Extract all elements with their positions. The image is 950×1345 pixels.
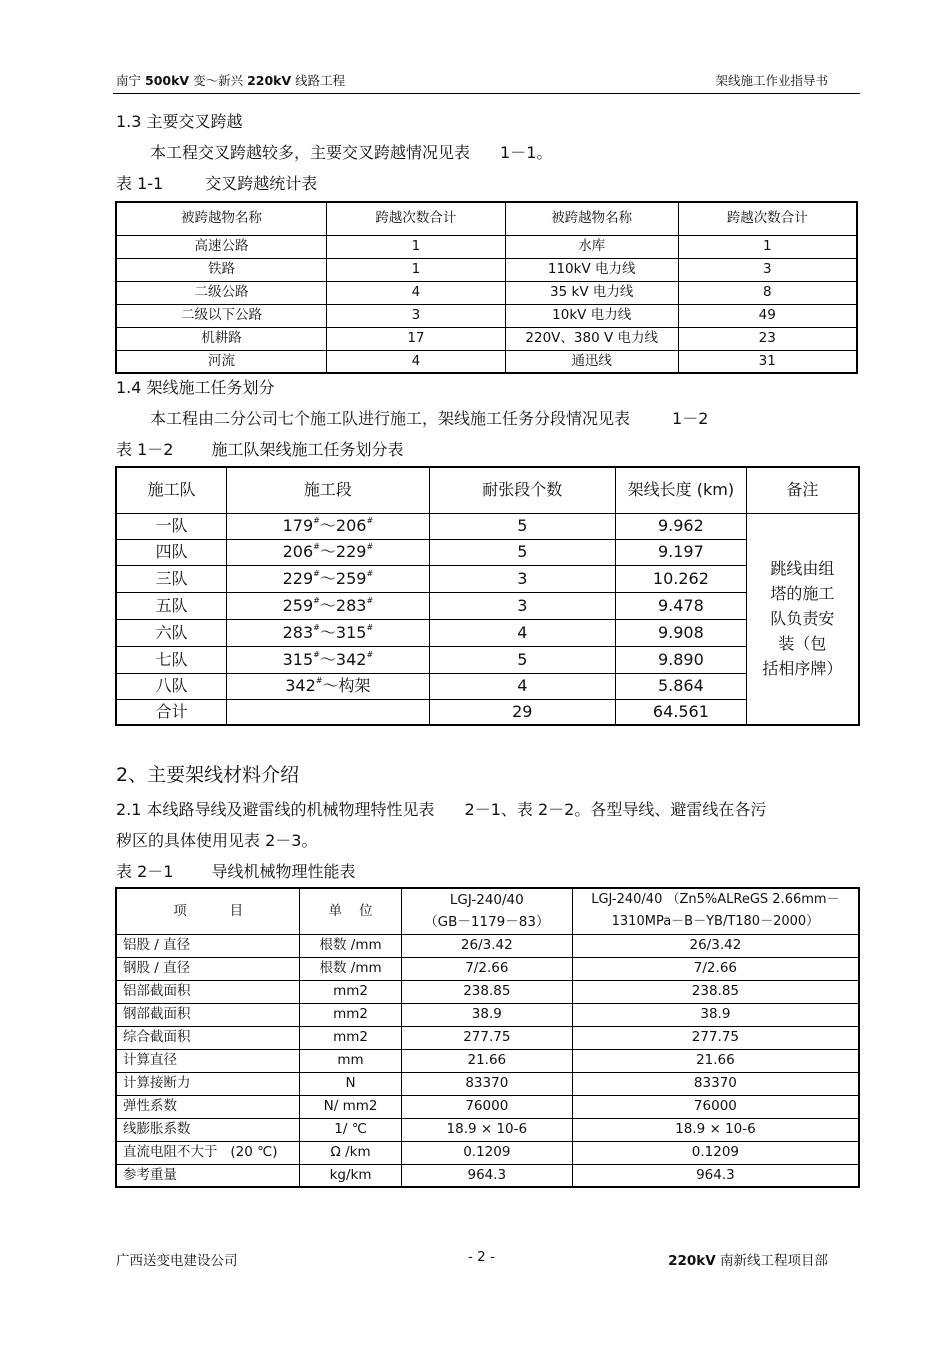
tower-mark: # xyxy=(366,649,374,659)
cell: 3 xyxy=(678,258,857,281)
caption-title: 导线机械物理性能表 xyxy=(211,862,356,881)
cell: 18.9 × 10-6 xyxy=(401,1118,572,1141)
table-row xyxy=(116,350,857,373)
segment-end: 283 xyxy=(335,595,367,615)
segment-sep: ～ xyxy=(319,542,336,562)
section-2-1-paragraph-line1 xyxy=(116,797,766,820)
cell: 18.9 × 10-6 xyxy=(572,1118,859,1141)
section-1-3-title: 1.3 主要交叉跨越 xyxy=(116,112,243,131)
page-number: - 2 - xyxy=(468,1249,495,1265)
team-cell: 七队 xyxy=(116,646,227,673)
segment-end: 315 xyxy=(335,622,367,642)
cell: 964.3 xyxy=(572,1164,859,1187)
cell: 7/2.66 xyxy=(572,957,859,980)
header-text: 变～新兴 xyxy=(193,73,244,88)
cell: 二级公路 xyxy=(116,281,326,304)
cell: 26/3.42 xyxy=(401,934,572,957)
table-row xyxy=(116,934,859,957)
caption-title: 施工队架线施工任务划分表 xyxy=(211,440,404,459)
cell: 35 kV 电力线 xyxy=(505,281,678,304)
cell: 二级以下公路 xyxy=(116,304,326,327)
cell: 弹性系数 xyxy=(116,1095,300,1118)
cell: Ω /km xyxy=(300,1141,402,1164)
header-text: 线路工程 xyxy=(295,73,346,88)
team-cell: 一队 xyxy=(116,513,227,539)
cell: mm2 xyxy=(300,1026,402,1049)
cell: 计算接断力 xyxy=(116,1072,300,1095)
table-row xyxy=(116,1118,859,1141)
header-line: LGJ-240/40 （Zn5%ALReGS 2.66mm－ xyxy=(591,892,840,908)
cell: mm xyxy=(300,1049,402,1072)
page-header-right: 架线施工作业指导书 xyxy=(715,73,828,88)
tower-mark: # xyxy=(315,676,323,686)
cell: 7/2.66 xyxy=(401,957,572,980)
paragraph-text: 2.1 本线路导线及避雷线的机械物理特性见表 xyxy=(116,800,435,819)
length-cell: 9.197 xyxy=(616,539,747,565)
table-row xyxy=(116,513,859,539)
cell: 220V、380 V 电力线 xyxy=(505,327,678,350)
note-line: 装（包 xyxy=(778,634,827,654)
section-2-1-paragraph-line2: 秽区的具体使用见表 2－3。 xyxy=(116,831,318,850)
cell: 31 xyxy=(678,350,857,373)
cell: 76000 xyxy=(572,1095,859,1118)
cell: 3 xyxy=(326,304,505,327)
team-cell: 四队 xyxy=(116,539,227,565)
table-row xyxy=(116,258,857,281)
count-cell: 4 xyxy=(429,619,615,646)
header-line: 1310MPa－B－YB/T180－2000） xyxy=(611,914,820,930)
cell: 机耕路 xyxy=(116,327,326,350)
cell: 钢股 / 直径 xyxy=(116,957,300,980)
table-header-row xyxy=(116,467,859,513)
cell: 根数 /mm xyxy=(300,957,402,980)
cell: 参考重量 xyxy=(116,1164,300,1187)
header-text: 220kV xyxy=(247,73,292,88)
segment-end: 259 xyxy=(335,568,367,588)
cell: 38.9 xyxy=(401,1003,572,1026)
segment-start: 179 xyxy=(282,516,314,536)
cell: 277.75 xyxy=(572,1026,859,1049)
header-cell: 项 目 xyxy=(116,888,300,934)
table-header-row xyxy=(116,202,857,235)
cell: 110kV 电力线 xyxy=(505,258,678,281)
team-task-table xyxy=(115,466,860,726)
total-count: 29 xyxy=(429,699,615,725)
cell: 高速公路 xyxy=(116,235,326,258)
table-row xyxy=(116,235,857,258)
cell: 38.9 xyxy=(572,1003,859,1026)
table-row xyxy=(116,1003,859,1026)
count-cell: 5 xyxy=(429,539,615,565)
total-length: 64.561 xyxy=(616,699,747,725)
cell: kg/km xyxy=(300,1164,402,1187)
cell: 238.85 xyxy=(401,980,572,1003)
note-line: 跳线由组 xyxy=(770,559,835,579)
cell: 49 xyxy=(678,304,857,327)
paragraph-text: 本工程交叉跨越较多，主要交叉跨越情况见表 xyxy=(150,143,471,162)
header-cell: 跨越次数合计 xyxy=(326,202,505,235)
table-1-2-caption xyxy=(116,437,403,460)
segment-end: 342 xyxy=(335,649,367,669)
segment-start: 315 xyxy=(282,649,314,669)
table-row xyxy=(116,1141,859,1164)
caption-number: 表 1-1 xyxy=(116,174,164,193)
header-cell: 被跨越物名称 xyxy=(505,202,678,235)
tower-mark: # xyxy=(366,595,374,605)
total-label: 合计 xyxy=(116,699,227,725)
conductor-properties-table xyxy=(115,887,860,1188)
table-header-row xyxy=(116,888,859,934)
section-1-4-paragraph xyxy=(150,406,708,429)
paragraph-ref: 1－1。 xyxy=(500,143,553,162)
total-segment xyxy=(227,699,429,725)
tower-mark: # xyxy=(313,622,320,632)
page-header-left xyxy=(116,71,345,89)
section-2-title: 2、主要架线材料介绍 xyxy=(116,764,300,786)
cell: 0.1209 xyxy=(572,1141,859,1164)
table-1-1-caption xyxy=(116,171,317,194)
cell: 21.66 xyxy=(401,1049,572,1072)
segment-start: 206 xyxy=(282,542,314,562)
count-cell: 5 xyxy=(429,513,615,539)
segment-cell xyxy=(227,592,429,619)
header-text: 500kV xyxy=(145,73,190,88)
cell: N/ mm2 xyxy=(300,1095,402,1118)
header-line: （GB－1179－83） xyxy=(424,914,550,931)
cell: 0.1209 xyxy=(401,1141,572,1164)
cell: 铝部截面积 xyxy=(116,980,300,1003)
header-cell: 备注 xyxy=(746,467,859,513)
cell: 83370 xyxy=(401,1072,572,1095)
table-row xyxy=(116,327,857,350)
segment-cell xyxy=(227,646,429,673)
segment-end: 206 xyxy=(335,516,367,536)
table-row xyxy=(116,1095,859,1118)
team-cell: 八队 xyxy=(116,673,227,699)
header-cell: 被跨越物名称 xyxy=(116,202,326,235)
table-row xyxy=(116,304,857,327)
table-row xyxy=(116,1049,859,1072)
tower-mark: # xyxy=(313,595,320,605)
table-2-1-caption xyxy=(116,859,355,882)
cell: 21.66 xyxy=(572,1049,859,1072)
paragraph-text: 本工程由二分公司七个施工队进行施工，架线施工任务分段情况见表 xyxy=(150,409,631,428)
cell: 76000 xyxy=(401,1095,572,1118)
count-cell: 3 xyxy=(429,565,615,592)
header-cell: 架线长度 (km) xyxy=(616,467,747,513)
footer-text: 220kV xyxy=(668,1253,716,1269)
length-cell: 9.890 xyxy=(616,646,747,673)
segment-sep: ～ xyxy=(319,568,336,588)
cell: 17 xyxy=(326,327,505,350)
tower-mark: # xyxy=(313,542,320,552)
count-cell: 4 xyxy=(429,673,615,699)
header-cell: 耐张段个数 xyxy=(429,467,615,513)
segment-cell xyxy=(227,673,429,699)
tower-mark: # xyxy=(366,516,374,526)
table-row xyxy=(116,1164,859,1187)
table-row xyxy=(116,980,859,1003)
tower-mark: # xyxy=(366,622,374,632)
cell: mm2 xyxy=(300,1003,402,1026)
cell: 23 xyxy=(678,327,857,350)
segment-sep: ～ xyxy=(319,649,336,669)
table-row xyxy=(116,1072,859,1095)
header-cell: 施工队 xyxy=(116,467,227,513)
count-cell: 5 xyxy=(429,646,615,673)
segment-start: 283 xyxy=(282,622,314,642)
note-line: 队负责安 xyxy=(770,609,835,629)
segment-cell xyxy=(227,619,429,646)
table-row xyxy=(116,957,859,980)
caption-number: 表 1－2 xyxy=(116,440,174,459)
cell: 4 xyxy=(326,281,505,304)
length-cell: 10.262 xyxy=(616,565,747,592)
segment-start: 229 xyxy=(282,568,314,588)
header-text: 南宁 xyxy=(116,73,142,88)
team-cell: 三队 xyxy=(116,565,227,592)
segment-sep: ～ xyxy=(319,595,336,615)
tower-mark: # xyxy=(313,649,320,659)
segment-start: 342 xyxy=(285,676,316,696)
header-cell: 单 位 xyxy=(300,888,402,934)
cell: 综合截面积 xyxy=(116,1026,300,1049)
segment-start: 259 xyxy=(282,595,314,615)
cell: 83370 xyxy=(572,1072,859,1095)
cell: 4 xyxy=(326,350,505,373)
cell: 10kV 电力线 xyxy=(505,304,678,327)
header-cell xyxy=(572,888,859,934)
cell: 河流 xyxy=(116,350,326,373)
footer-text: 南新线工程项目部 xyxy=(720,1253,828,1269)
header-rule xyxy=(113,93,860,94)
cell: 直流电阻不大于 (20 ℃) xyxy=(116,1141,300,1164)
cell: 26/3.42 xyxy=(572,934,859,957)
cell: 238.85 xyxy=(572,980,859,1003)
tower-mark: # xyxy=(366,568,374,578)
cell: 1 xyxy=(326,235,505,258)
table-row xyxy=(116,1026,859,1049)
cell: 铝股 / 直径 xyxy=(116,934,300,957)
segment-sep: ～ xyxy=(322,676,339,696)
cell: 线膨胀系数 xyxy=(116,1118,300,1141)
footer-right xyxy=(668,1249,828,1269)
segment-cell xyxy=(227,513,429,539)
header-cell xyxy=(401,888,572,934)
caption-title: 交叉跨越统计表 xyxy=(205,174,318,193)
section-1-4-title: 1.4 架线施工任务划分 xyxy=(116,378,275,397)
segment-cell xyxy=(227,539,429,565)
crossing-table xyxy=(115,201,858,374)
header-cell: 施工段 xyxy=(227,467,429,513)
cell: 计算直径 xyxy=(116,1049,300,1072)
team-cell: 五队 xyxy=(116,592,227,619)
footer-left: 广西送变电建设公司 xyxy=(116,1253,238,1269)
cell: 通迅线 xyxy=(505,350,678,373)
team-cell: 六队 xyxy=(116,619,227,646)
paragraph-ref: 1－2 xyxy=(672,409,709,428)
count-cell: 3 xyxy=(429,592,615,619)
length-cell: 9.478 xyxy=(616,592,747,619)
header-line: LGJ-240/40 xyxy=(449,892,524,909)
tower-mark: # xyxy=(313,568,320,578)
tower-mark: # xyxy=(313,516,320,526)
cell: 水库 xyxy=(505,235,678,258)
note-cell xyxy=(746,513,859,725)
cell: 964.3 xyxy=(401,1164,572,1187)
cell: N xyxy=(300,1072,402,1095)
length-cell: 9.962 xyxy=(616,513,747,539)
segment-sep: ～ xyxy=(319,516,336,536)
paragraph-ref: 2－1、表 2－2。各型导线、避雷线在各污 xyxy=(464,800,767,819)
note-line: 括相序牌） xyxy=(762,659,843,679)
cell: 8 xyxy=(678,281,857,304)
note-line: 塔的施工 xyxy=(770,584,835,604)
cell: 277.75 xyxy=(401,1026,572,1049)
cell: 根数 /mm xyxy=(300,934,402,957)
tower-mark: # xyxy=(366,542,374,552)
section-1-3-paragraph xyxy=(150,140,552,163)
caption-number: 表 2－1 xyxy=(116,862,174,881)
segment-end: 229 xyxy=(335,542,367,562)
cell: mm2 xyxy=(300,980,402,1003)
segment-sep: ～ xyxy=(319,622,336,642)
segment-cell xyxy=(227,565,429,592)
cell: 铁路 xyxy=(116,258,326,281)
cell: 1/ ℃ xyxy=(300,1118,402,1141)
segment-end: 构架 xyxy=(338,676,371,696)
cell: 1 xyxy=(678,235,857,258)
header-cell: 跨越次数合计 xyxy=(678,202,857,235)
length-cell: 9.908 xyxy=(616,619,747,646)
cell: 钢部截面积 xyxy=(116,1003,300,1026)
cell: 1 xyxy=(326,258,505,281)
length-cell: 5.864 xyxy=(616,673,747,699)
table-row xyxy=(116,281,857,304)
